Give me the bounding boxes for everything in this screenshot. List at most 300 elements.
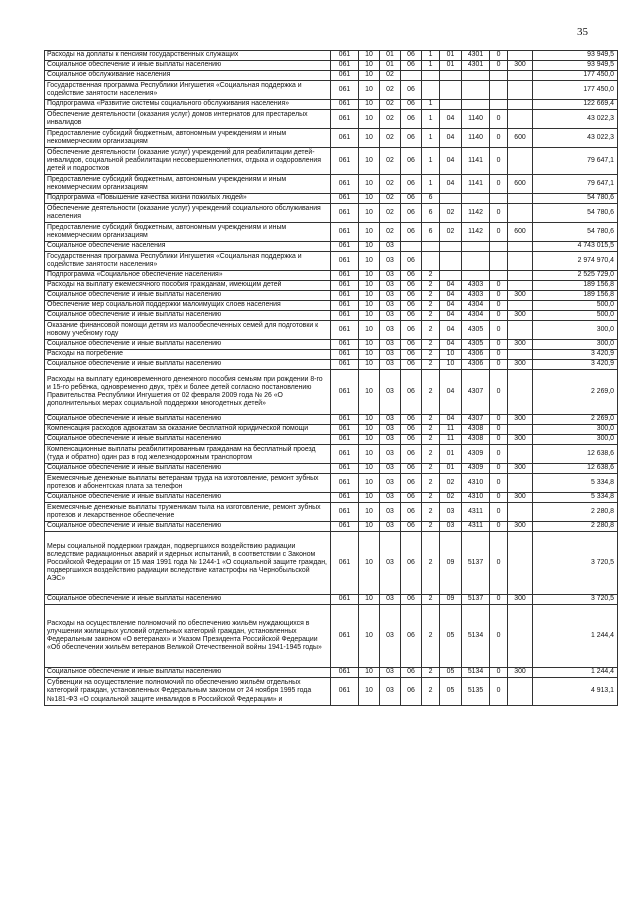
section-code-cell: 10 bbox=[359, 464, 380, 474]
program-code-cell: 06 bbox=[401, 503, 422, 522]
activity-code-cell: 01 bbox=[440, 445, 462, 464]
subprogram-code-cell: 2 bbox=[422, 340, 440, 350]
table-row bbox=[45, 110, 618, 129]
table-row bbox=[45, 668, 618, 678]
expense-subcode-cell: 0 bbox=[490, 204, 508, 223]
amount-cell: 3 720,5 bbox=[533, 595, 618, 605]
ved-code-cell: 061 bbox=[331, 350, 359, 360]
expense-code-cell: 1140 bbox=[462, 129, 490, 148]
activity-code-cell bbox=[440, 100, 462, 110]
subsection-code-cell: 03 bbox=[380, 493, 401, 503]
ved-code-cell: 061 bbox=[331, 493, 359, 503]
expense-subcode-cell: 0 bbox=[490, 532, 508, 595]
activity-code-cell: 04 bbox=[440, 110, 462, 129]
subsection-code-cell: 03 bbox=[380, 340, 401, 350]
expense-subcode-cell: 0 bbox=[490, 493, 508, 503]
ved-code-cell: 061 bbox=[331, 321, 359, 340]
ved-code-cell: 061 bbox=[331, 61, 359, 71]
expense-type-code-cell: 300 bbox=[508, 61, 533, 71]
expense-subcode-cell: 0 bbox=[490, 301, 508, 311]
table-row bbox=[45, 340, 618, 350]
ved-code-cell: 061 bbox=[331, 311, 359, 321]
subsection-code-cell: 03 bbox=[380, 532, 401, 595]
subsection-code-cell: 03 bbox=[380, 321, 401, 340]
subsection-code-cell: 02 bbox=[380, 204, 401, 223]
expense-subcode-cell: 0 bbox=[490, 678, 508, 706]
expense-subcode-cell: 0 bbox=[490, 445, 508, 464]
program-code-cell: 06 bbox=[401, 415, 422, 425]
expense-type-code-cell: 300 bbox=[508, 435, 533, 445]
section-code-cell: 10 bbox=[359, 71, 380, 81]
amount-cell: 43 022,3 bbox=[533, 129, 618, 148]
ved-code-cell: 061 bbox=[331, 678, 359, 706]
subprogram-code-cell: 6 bbox=[422, 204, 440, 223]
subprogram-code-cell: 2 bbox=[422, 605, 440, 668]
section-code-cell: 10 bbox=[359, 474, 380, 493]
subsection-code-cell: 01 bbox=[380, 51, 401, 61]
row-name-cell: Расходы на выплату ежемесячного пособия гражданам, имеющим детей bbox=[45, 281, 331, 291]
program-code-cell: 06 bbox=[401, 271, 422, 281]
program-code-cell: 06 bbox=[401, 425, 422, 435]
table-row bbox=[45, 595, 618, 605]
expense-code-cell: 4303 bbox=[462, 291, 490, 301]
amount-cell: 4 913,1 bbox=[533, 678, 618, 706]
expense-subcode-cell: 0 bbox=[490, 340, 508, 350]
amount-cell: 12 638,6 bbox=[533, 464, 618, 474]
ved-code-cell: 061 bbox=[331, 301, 359, 311]
expense-type-code-cell: 300 bbox=[508, 360, 533, 370]
ved-code-cell: 061 bbox=[331, 281, 359, 291]
section-code-cell: 10 bbox=[359, 425, 380, 435]
expense-code-cell: 1140 bbox=[462, 110, 490, 129]
expense-type-code-cell: 600 bbox=[508, 223, 533, 242]
section-code-cell: 10 bbox=[359, 311, 380, 321]
program-code-cell: 06 bbox=[401, 252, 422, 271]
row-name-cell: Компенсация расходов адвокатам за оказание бесплатной юридической помощи bbox=[45, 425, 331, 435]
expense-subcode-cell: 0 bbox=[490, 668, 508, 678]
subprogram-code-cell: 2 bbox=[422, 415, 440, 425]
ved-code-cell: 061 bbox=[331, 425, 359, 435]
subsection-code-cell: 03 bbox=[380, 370, 401, 415]
expense-subcode-cell bbox=[490, 252, 508, 271]
ved-code-cell: 061 bbox=[331, 271, 359, 281]
row-name-cell: Государственная программа Республики Ингушетия «Социальная поддержка и содействие занятости населения» bbox=[45, 81, 331, 100]
amount-cell: 79 647,1 bbox=[533, 175, 618, 194]
activity-code-cell: 05 bbox=[440, 668, 462, 678]
subsection-code-cell: 03 bbox=[380, 360, 401, 370]
expense-type-code-cell bbox=[508, 100, 533, 110]
section-code-cell: 10 bbox=[359, 678, 380, 706]
section-code-cell: 10 bbox=[359, 271, 380, 281]
ved-code-cell: 061 bbox=[331, 223, 359, 242]
activity-code-cell: 11 bbox=[440, 435, 462, 445]
ved-code-cell: 061 bbox=[331, 668, 359, 678]
activity-code-cell: 04 bbox=[440, 148, 462, 175]
expense-code-cell bbox=[462, 100, 490, 110]
expense-type-code-cell bbox=[508, 425, 533, 435]
activity-code-cell: 02 bbox=[440, 204, 462, 223]
section-code-cell: 10 bbox=[359, 281, 380, 291]
program-code-cell: 06 bbox=[401, 340, 422, 350]
expense-subcode-cell: 0 bbox=[490, 350, 508, 360]
section-code-cell: 10 bbox=[359, 350, 380, 360]
section-code-cell: 10 bbox=[359, 148, 380, 175]
subsection-code-cell: 03 bbox=[380, 595, 401, 605]
budget-table bbox=[44, 50, 618, 706]
expense-type-code-cell bbox=[508, 370, 533, 415]
expense-type-code-cell bbox=[508, 148, 533, 175]
subsection-code-cell: 02 bbox=[380, 71, 401, 81]
ved-code-cell: 061 bbox=[331, 340, 359, 350]
program-code-cell bbox=[401, 242, 422, 252]
row-name-cell: Социальное обеспечение и иные выплаты населению bbox=[45, 360, 331, 370]
activity-code-cell: 05 bbox=[440, 605, 462, 668]
expense-type-code-cell: 300 bbox=[508, 340, 533, 350]
section-code-cell: 10 bbox=[359, 668, 380, 678]
table-row bbox=[45, 100, 618, 110]
expense-subcode-cell: 0 bbox=[490, 148, 508, 175]
program-code-cell: 06 bbox=[401, 532, 422, 595]
table-row bbox=[45, 194, 618, 204]
table-row bbox=[45, 360, 618, 370]
row-name-cell: Предоставление субсидий бюджетным, автономным учреждениям и иным некоммерческим организациям bbox=[45, 129, 331, 148]
row-name-cell: Социальное обеспечение населения bbox=[45, 242, 331, 252]
subprogram-code-cell: 6 bbox=[422, 194, 440, 204]
amount-cell: 3 720,5 bbox=[533, 532, 618, 595]
subprogram-code-cell bbox=[422, 242, 440, 252]
amount-cell: 122 669,4 bbox=[533, 100, 618, 110]
ved-code-cell: 061 bbox=[331, 291, 359, 301]
row-name-cell: Оказание финансовой помощи детям из малообеспеченных семей для подготовки к новому учебному году bbox=[45, 321, 331, 340]
program-code-cell: 06 bbox=[401, 595, 422, 605]
expense-type-code-cell bbox=[508, 301, 533, 311]
budget-table-container bbox=[44, 50, 617, 706]
subsection-code-cell: 03 bbox=[380, 242, 401, 252]
expense-code-cell: 4308 bbox=[462, 425, 490, 435]
expense-type-code-cell bbox=[508, 445, 533, 464]
table-row bbox=[45, 71, 618, 81]
amount-cell: 300,0 bbox=[533, 435, 618, 445]
table-row bbox=[45, 522, 618, 532]
table-row bbox=[45, 425, 618, 435]
subprogram-code-cell: 1 bbox=[422, 110, 440, 129]
ved-code-cell: 061 bbox=[331, 415, 359, 425]
section-code-cell: 10 bbox=[359, 493, 380, 503]
activity-code-cell: 01 bbox=[440, 61, 462, 71]
amount-cell: 189 156,8 bbox=[533, 291, 618, 301]
ved-code-cell: 061 bbox=[331, 242, 359, 252]
section-code-cell: 10 bbox=[359, 129, 380, 148]
table-row bbox=[45, 252, 618, 271]
program-code-cell: 06 bbox=[401, 194, 422, 204]
expense-type-code-cell bbox=[508, 252, 533, 271]
ved-code-cell: 061 bbox=[331, 445, 359, 464]
subsection-code-cell: 02 bbox=[380, 81, 401, 100]
program-code-cell: 06 bbox=[401, 370, 422, 415]
section-code-cell: 10 bbox=[359, 204, 380, 223]
program-code-cell: 06 bbox=[401, 678, 422, 706]
expense-code-cell: 4308 bbox=[462, 435, 490, 445]
subsection-code-cell: 03 bbox=[380, 678, 401, 706]
table-row bbox=[45, 61, 618, 71]
program-code-cell: 06 bbox=[401, 223, 422, 242]
page-number: 35 bbox=[577, 26, 588, 38]
subprogram-code-cell: 2 bbox=[422, 425, 440, 435]
row-name-cell: Социальное обеспечение и иные выплаты населению bbox=[45, 61, 331, 71]
amount-cell: 2 525 729,0 bbox=[533, 271, 618, 281]
expense-subcode-cell: 0 bbox=[490, 129, 508, 148]
subprogram-code-cell: 2 bbox=[422, 595, 440, 605]
ved-code-cell: 061 bbox=[331, 464, 359, 474]
amount-cell: 54 780,6 bbox=[533, 223, 618, 242]
section-code-cell: 10 bbox=[359, 340, 380, 350]
program-code-cell: 06 bbox=[401, 175, 422, 194]
program-code-cell: 06 bbox=[401, 281, 422, 291]
subprogram-code-cell: 1 bbox=[422, 129, 440, 148]
row-name-cell: Социальное обеспечение и иные выплаты населению bbox=[45, 291, 331, 301]
expense-subcode-cell: 0 bbox=[490, 110, 508, 129]
table-row bbox=[45, 281, 618, 291]
amount-cell: 500,0 bbox=[533, 301, 618, 311]
subsection-code-cell: 03 bbox=[380, 425, 401, 435]
subprogram-code-cell: 2 bbox=[422, 493, 440, 503]
program-code-cell: 06 bbox=[401, 668, 422, 678]
subsection-code-cell: 03 bbox=[380, 281, 401, 291]
ved-code-cell: 061 bbox=[331, 148, 359, 175]
activity-code-cell: 04 bbox=[440, 370, 462, 415]
activity-code-cell: 02 bbox=[440, 493, 462, 503]
row-name-cell: Предоставление субсидий бюджетным, автономным учреждениям и иным некоммерческим организациям bbox=[45, 223, 331, 242]
expense-subcode-cell: 0 bbox=[490, 360, 508, 370]
row-name-cell: Предоставление субсидий бюджетным, автономным учреждениям и иным некоммерческим организациям bbox=[45, 175, 331, 194]
expense-subcode-cell bbox=[490, 100, 508, 110]
section-code-cell: 10 bbox=[359, 415, 380, 425]
expense-code-cell: 4311 bbox=[462, 522, 490, 532]
table-row bbox=[45, 291, 618, 301]
program-code-cell: 06 bbox=[401, 110, 422, 129]
activity-code-cell bbox=[440, 271, 462, 281]
expense-subcode-cell: 0 bbox=[490, 522, 508, 532]
ved-code-cell: 061 bbox=[331, 360, 359, 370]
ved-code-cell: 061 bbox=[331, 435, 359, 445]
section-code-cell: 10 bbox=[359, 532, 380, 595]
row-name-cell: Социальное обеспечение и иные выплаты населению bbox=[45, 464, 331, 474]
table-row bbox=[45, 242, 618, 252]
subprogram-code-cell bbox=[422, 252, 440, 271]
activity-code-cell: 04 bbox=[440, 301, 462, 311]
program-code-cell: 06 bbox=[401, 51, 422, 61]
row-name-cell: Расходы на доплаты к пенсиям государственных служащих bbox=[45, 51, 331, 61]
expense-subcode-cell: 0 bbox=[490, 474, 508, 493]
activity-code-cell bbox=[440, 252, 462, 271]
row-name-cell: Социальное обеспечение и иные выплаты населению bbox=[45, 595, 331, 605]
expense-code-cell: 4310 bbox=[462, 493, 490, 503]
row-name-cell: Обеспечение мер социальной поддержки малоимущих слоев населения bbox=[45, 301, 331, 311]
amount-cell: 79 647,1 bbox=[533, 148, 618, 175]
table-row bbox=[45, 129, 618, 148]
table-row bbox=[45, 223, 618, 242]
expense-code-cell: 4304 bbox=[462, 301, 490, 311]
subprogram-code-cell: 2 bbox=[422, 445, 440, 464]
section-code-cell: 10 bbox=[359, 223, 380, 242]
expense-type-code-cell bbox=[508, 350, 533, 360]
section-code-cell: 10 bbox=[359, 61, 380, 71]
amount-cell: 1 244,4 bbox=[533, 605, 618, 668]
expense-code-cell: 1142 bbox=[462, 204, 490, 223]
amount-cell: 1 244,4 bbox=[533, 668, 618, 678]
section-code-cell: 10 bbox=[359, 301, 380, 311]
subsection-code-cell: 02 bbox=[380, 129, 401, 148]
expense-type-code-cell bbox=[508, 321, 533, 340]
ved-code-cell: 061 bbox=[331, 194, 359, 204]
amount-cell: 177 450,0 bbox=[533, 71, 618, 81]
subprogram-code-cell: 2 bbox=[422, 503, 440, 522]
section-code-cell: 10 bbox=[359, 51, 380, 61]
activity-code-cell: 09 bbox=[440, 532, 462, 595]
subprogram-code-cell: 6 bbox=[422, 223, 440, 242]
row-name-cell: Социальное обеспечение и иные выплаты населению bbox=[45, 493, 331, 503]
activity-code-cell: 04 bbox=[440, 175, 462, 194]
expense-code-cell bbox=[462, 252, 490, 271]
expense-subcode-cell: 0 bbox=[490, 281, 508, 291]
expense-subcode-cell: 0 bbox=[490, 370, 508, 415]
amount-cell: 177 450,0 bbox=[533, 81, 618, 100]
row-name-cell: Расходы на осуществление полномочий по обеспечению жильём нуждающихся в улучшении жилищных условий отдельных категорий граждан, установленных Федеральным законом «О ветеранах» и Указом Президента Российской Федерации «Об обеспечении жильём ветеранов Великой Отечественной войны 1941-1945 годы» bbox=[45, 605, 331, 668]
table-row bbox=[45, 464, 618, 474]
expense-subcode-cell: 0 bbox=[490, 321, 508, 340]
amount-cell: 2 269,0 bbox=[533, 415, 618, 425]
subsection-code-cell: 03 bbox=[380, 301, 401, 311]
section-code-cell: 10 bbox=[359, 435, 380, 445]
program-code-cell: 06 bbox=[401, 129, 422, 148]
ved-code-cell: 061 bbox=[331, 110, 359, 129]
activity-code-cell: 03 bbox=[440, 503, 462, 522]
program-code-cell: 06 bbox=[401, 100, 422, 110]
expense-type-code-cell bbox=[508, 194, 533, 204]
subsection-code-cell: 02 bbox=[380, 194, 401, 204]
expense-subcode-cell: 0 bbox=[490, 464, 508, 474]
row-name-cell: Социальное обслуживание населения bbox=[45, 71, 331, 81]
row-name-cell: Государственная программа Республики Ингушетия «Социальная поддержка и содействие занятости населения» bbox=[45, 252, 331, 271]
expense-subcode-cell: 0 bbox=[490, 175, 508, 194]
expense-type-code-cell: 300 bbox=[508, 311, 533, 321]
amount-cell: 4 743 015,5 bbox=[533, 242, 618, 252]
expense-type-code-cell: 300 bbox=[508, 595, 533, 605]
amount-cell: 189 156,8 bbox=[533, 281, 618, 291]
program-code-cell: 06 bbox=[401, 522, 422, 532]
activity-code-cell: 02 bbox=[440, 223, 462, 242]
expense-code-cell: 4310 bbox=[462, 474, 490, 493]
table-row bbox=[45, 271, 618, 281]
program-code-cell: 06 bbox=[401, 311, 422, 321]
table-row bbox=[45, 370, 618, 415]
expense-code-cell: 4303 bbox=[462, 281, 490, 291]
section-code-cell: 10 bbox=[359, 321, 380, 340]
activity-code-cell: 05 bbox=[440, 678, 462, 706]
subprogram-code-cell: 2 bbox=[422, 271, 440, 281]
program-code-cell: 06 bbox=[401, 360, 422, 370]
amount-cell: 43 022,3 bbox=[533, 110, 618, 129]
subprogram-code-cell: 1 bbox=[422, 51, 440, 61]
subprogram-code-cell: 1 bbox=[422, 148, 440, 175]
ved-code-cell: 061 bbox=[331, 175, 359, 194]
expense-code-cell: 4306 bbox=[462, 360, 490, 370]
subprogram-code-cell: 2 bbox=[422, 321, 440, 340]
amount-cell: 5 334,8 bbox=[533, 474, 618, 493]
amount-cell: 300,0 bbox=[533, 340, 618, 350]
subprogram-code-cell: 2 bbox=[422, 311, 440, 321]
expense-type-code-cell: 600 bbox=[508, 175, 533, 194]
row-name-cell: Социальное обеспечение и иные выплаты населению bbox=[45, 435, 331, 445]
activity-code-cell: 04 bbox=[440, 415, 462, 425]
expense-subcode-cell: 0 bbox=[490, 311, 508, 321]
budget-table-body bbox=[45, 51, 618, 706]
row-name-cell: Подпрограмма «Социальное обеспечение населения» bbox=[45, 271, 331, 281]
program-code-cell: 06 bbox=[401, 464, 422, 474]
section-code-cell: 10 bbox=[359, 291, 380, 301]
expense-code-cell: 5137 bbox=[462, 595, 490, 605]
activity-code-cell: 10 bbox=[440, 360, 462, 370]
subsection-code-cell: 03 bbox=[380, 435, 401, 445]
row-name-cell: Обеспечение деятельности (оказание услуг) учреждений социального обслуживания населения bbox=[45, 204, 331, 223]
row-name-cell: Субвенции на осуществление полномочий по обеспечению жильём отдельных категорий граждан, установленных Федеральным законом от 24 ноября 1995 года №181-ФЗ «О социальной защите инвалидов в Российской Федерации» и bbox=[45, 678, 331, 706]
row-name-cell: Расходы на погребение bbox=[45, 350, 331, 360]
activity-code-cell bbox=[440, 81, 462, 100]
activity-code-cell bbox=[440, 194, 462, 204]
expense-code-cell: 4307 bbox=[462, 415, 490, 425]
row-name-cell: Подпрограмма «Развитие системы социального обслуживания населения» bbox=[45, 100, 331, 110]
expense-subcode-cell: 0 bbox=[490, 435, 508, 445]
amount-cell: 3 420,9 bbox=[533, 350, 618, 360]
expense-subcode-cell: 0 bbox=[490, 605, 508, 668]
subsection-code-cell: 03 bbox=[380, 503, 401, 522]
program-code-cell: 06 bbox=[401, 493, 422, 503]
program-code-cell: 06 bbox=[401, 445, 422, 464]
subprogram-code-cell bbox=[422, 81, 440, 100]
expense-code-cell bbox=[462, 242, 490, 252]
activity-code-cell: 04 bbox=[440, 311, 462, 321]
expense-type-code-cell bbox=[508, 503, 533, 522]
expense-subcode-cell: 0 bbox=[490, 223, 508, 242]
section-code-cell: 10 bbox=[359, 100, 380, 110]
section-code-cell: 10 bbox=[359, 194, 380, 204]
expense-type-code-cell bbox=[508, 678, 533, 706]
table-row bbox=[45, 321, 618, 340]
table-row bbox=[45, 204, 618, 223]
amount-cell: 54 780,6 bbox=[533, 194, 618, 204]
expense-type-code-cell: 300 bbox=[508, 668, 533, 678]
expense-subcode-cell: 0 bbox=[490, 61, 508, 71]
program-code-cell: 06 bbox=[401, 474, 422, 493]
expense-code-cell: 1142 bbox=[462, 223, 490, 242]
activity-code-cell: 09 bbox=[440, 595, 462, 605]
expense-subcode-cell: 0 bbox=[490, 595, 508, 605]
program-code-cell: 06 bbox=[401, 61, 422, 71]
expense-code-cell bbox=[462, 271, 490, 281]
section-code-cell: 10 bbox=[359, 605, 380, 668]
amount-cell: 54 780,6 bbox=[533, 204, 618, 223]
ved-code-cell: 061 bbox=[331, 522, 359, 532]
table-row bbox=[45, 435, 618, 445]
expense-code-cell: 1141 bbox=[462, 148, 490, 175]
subsection-code-cell: 03 bbox=[380, 252, 401, 271]
ved-code-cell: 061 bbox=[331, 51, 359, 61]
subsection-code-cell: 02 bbox=[380, 148, 401, 175]
subprogram-code-cell: 2 bbox=[422, 464, 440, 474]
program-code-cell bbox=[401, 71, 422, 81]
ved-code-cell: 061 bbox=[331, 71, 359, 81]
ved-code-cell: 061 bbox=[331, 474, 359, 493]
